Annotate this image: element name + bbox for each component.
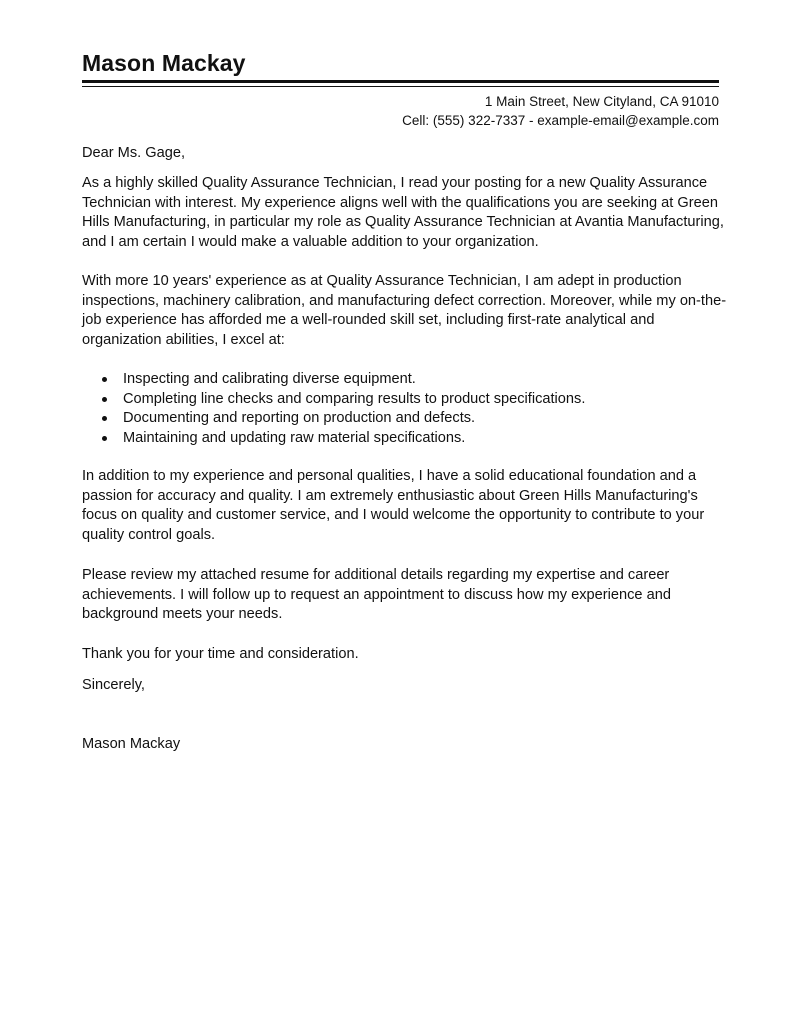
skills-list-item	[82, 390, 722, 410]
paragraph-line: achievements. I will follow up to request an appointment to discuss how my experience and	[82, 586, 671, 603]
skills-list-item-text: Documenting and reporting on production and defects.	[123, 410, 476, 427]
paragraph-line: Hills Manufacturing, in particular my role as Quality Assurance Technician at Avantia Manufacturing,	[82, 214, 724, 231]
paragraph-experience	[82, 272, 727, 350]
paragraph-line: organization abilities, I excel at:	[82, 331, 285, 348]
paragraph-line: Technician with interest. My experience aligns well with the qualifications you are seeking at Green	[82, 194, 718, 211]
paragraph-line: passion for accuracy and quality. I am extremely enthusiastic about Green Hills Manufacturing's	[82, 487, 698, 504]
skills-list-item	[82, 409, 722, 429]
bullet-icon	[102, 377, 107, 382]
sender-address: 1 Main Street, New Cityland, CA 91010	[484, 94, 719, 109]
header-rule-thick	[82, 80, 719, 83]
skills-list-item	[82, 370, 722, 390]
skills-list-item-text: Inspecting and calibrating diverse equipment.	[123, 371, 416, 387]
skills-list-item	[82, 429, 722, 449]
paragraph-line: job experience has afforded me a well-rounded skill set, including first-rate analytical and	[82, 312, 655, 329]
paragraph-line: Please review my attached resume for additional details regarding my expertise and career	[82, 567, 670, 583]
paragraph-line: quality control goals.	[82, 526, 216, 543]
header-rule-thin	[82, 86, 719, 87]
bullet-icon	[102, 436, 107, 441]
paragraph-line: As a highly skilled Quality Assurance Technician, I read your posting for a new Quality Assurance	[82, 175, 708, 191]
paragraph-line: and I am certain I would make a valuable addition to your organization.	[82, 233, 539, 250]
salutation: Dear Ms. Gage,	[82, 145, 186, 161]
paragraph-line: background meets your needs.	[82, 606, 283, 623]
paragraph-intro	[82, 174, 722, 252]
paragraph-follow-up	[82, 566, 722, 625]
paragraph-line: With more 10 years' experience as at Quality Assurance Technician, I am adept in production	[82, 273, 682, 289]
skills-list	[82, 370, 722, 448]
sender-contact: Cell: (555) 322-7337 - example-email@example.com	[402, 113, 719, 128]
bullet-icon	[102, 397, 107, 402]
closing: Sincerely,	[82, 677, 145, 693]
letterhead-name: Mason Mackay	[82, 50, 246, 76]
signature-name: Mason Mackay	[82, 736, 181, 752]
skills-list-item-text: Completing line checks and comparing results to product specifications.	[123, 390, 586, 407]
skills-list-item-text: Maintaining and updating raw material specifications.	[123, 429, 466, 446]
paragraph-line: In addition to my experience and personal qualities, I have a solid educational foundation and a	[82, 468, 697, 484]
paragraph-education	[82, 467, 722, 545]
thank-you-line: Thank you for your time and consideration.	[82, 646, 359, 662]
bullet-icon	[102, 416, 107, 421]
paragraph-line: inspections, machinery calibration, and manufacturing defect correction. Moreover, while my on-the-	[82, 292, 727, 309]
paragraph-line: focus on quality and customer service, and I would welcome the opportunity to contribute to your	[82, 507, 705, 524]
